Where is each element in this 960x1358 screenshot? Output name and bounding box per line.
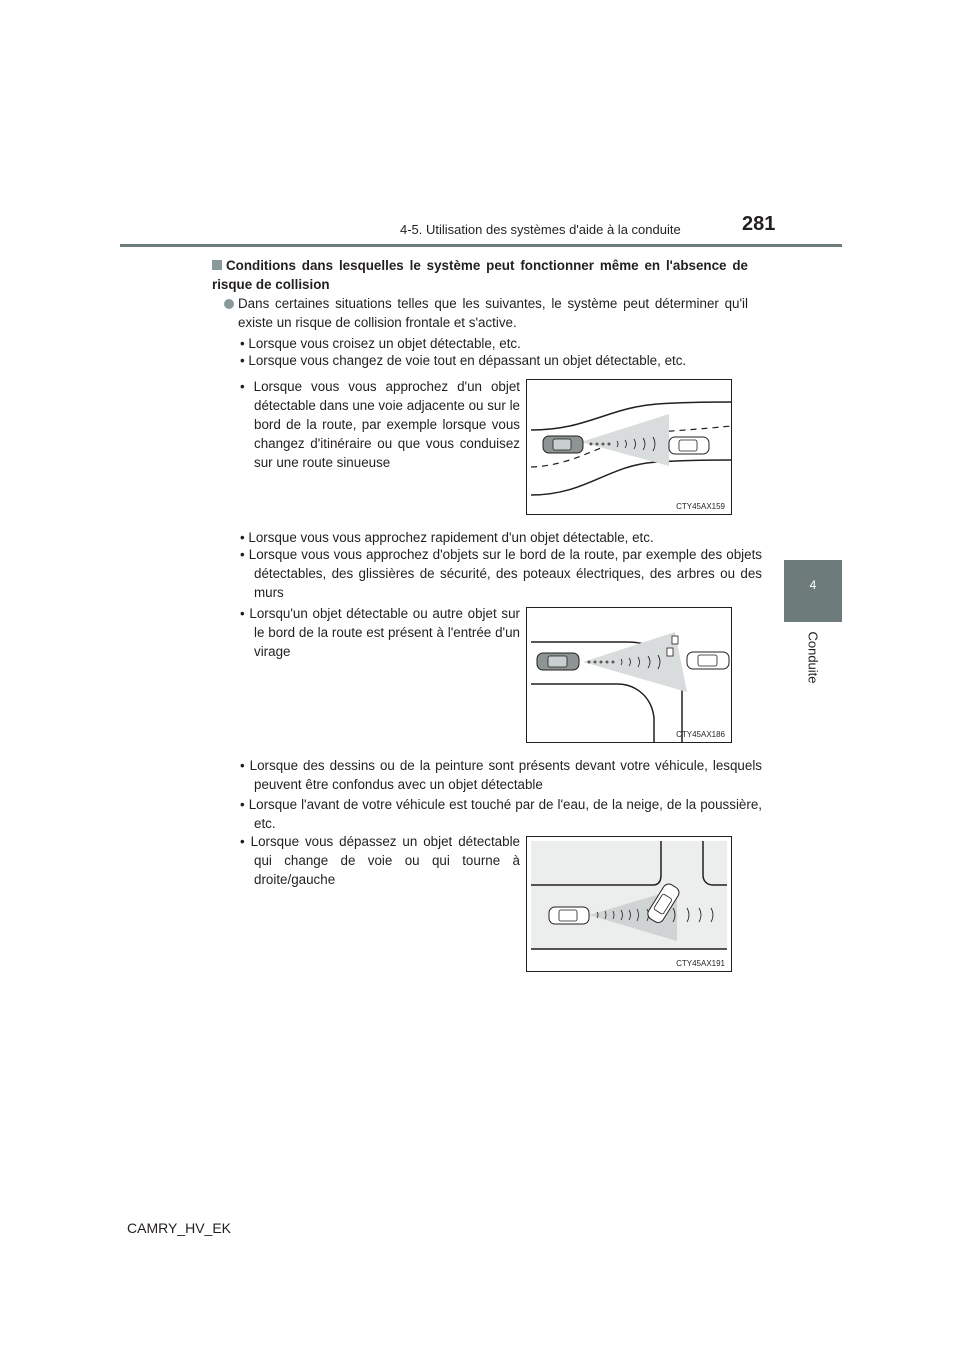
figure-curve-entrance <box>526 607 732 743</box>
winding-road-illustration <box>527 380 731 514</box>
list-item: • Lorsque vous dépassez un objet détectable qui change de voie ou qui tourne à droite/gauche <box>240 834 520 887</box>
list-item: • Lorsque vous vous approchez d'objets sur le bord de la route, par exemple des objets détectables, des glissières de sécurité, des poteaux électriques, des arbres ou des murs <box>240 547 762 600</box>
figure-code: CTY45AX186 <box>676 730 725 739</box>
circle-bullet-icon <box>224 299 234 309</box>
list-item: • Lorsque vous vous approchez rapidement d'un objet détectable, etc. <box>240 530 654 545</box>
figure-winding-road <box>526 379 732 515</box>
figure-turning-object <box>526 836 732 972</box>
list-item: • Lorsque vous vous approchez d'un objet détectable dans une voie adjacente ou sur le bord de la route, par exemple lorsque vous changez d'itinéraire ou que vous conduisez sur une route sinueuse <box>240 379 520 470</box>
chapter-label: Conduite <box>805 631 821 684</box>
list-item: • Lorsque des dessins ou de la peinture sont présents devant votre véhicule, lesquels peuvent être confondus avec un objet détectable <box>240 758 762 792</box>
list-item: • Lorsque l'avant de votre véhicule est touché par de l'eau, de la neige, de la poussière, etc. <box>240 797 762 831</box>
figure-code: CTY45AX191 <box>676 959 725 968</box>
list-item: • Lorsque vous croisez un objet détectable, etc. <box>240 336 521 351</box>
list-item: • Lorsque vous changez de voie tout en dépassant un objet détectable, etc. <box>240 353 687 368</box>
intro-paragraph: Dans certaines situations telles que les suivantes, le système peut déterminer qu'il existe un risque de collision frontale et s'active. <box>224 294 748 332</box>
chapter-number: 4 <box>809 578 817 592</box>
figure-code: CTY45AX159 <box>676 502 725 511</box>
turning-object-illustration <box>527 837 731 971</box>
list-item: • Lorsqu'un objet détectable ou autre objet sur le bord de la route est présent à l'entrée d'un virage <box>240 606 520 659</box>
page-number: 281 <box>742 213 776 235</box>
square-bullet-icon <box>212 260 222 270</box>
curve-entrance-illustration <box>527 608 731 742</box>
document-code: CAMRY_HV_EK <box>127 1220 232 1236</box>
section-title: 4-5. Utilisation des systèmes d'aide à la conduite <box>400 222 681 237</box>
section-heading: Conditions dans lesquelles le système peut fonctionner même en l'absence de risque de collision <box>212 258 748 292</box>
header-rule <box>120 244 842 247</box>
